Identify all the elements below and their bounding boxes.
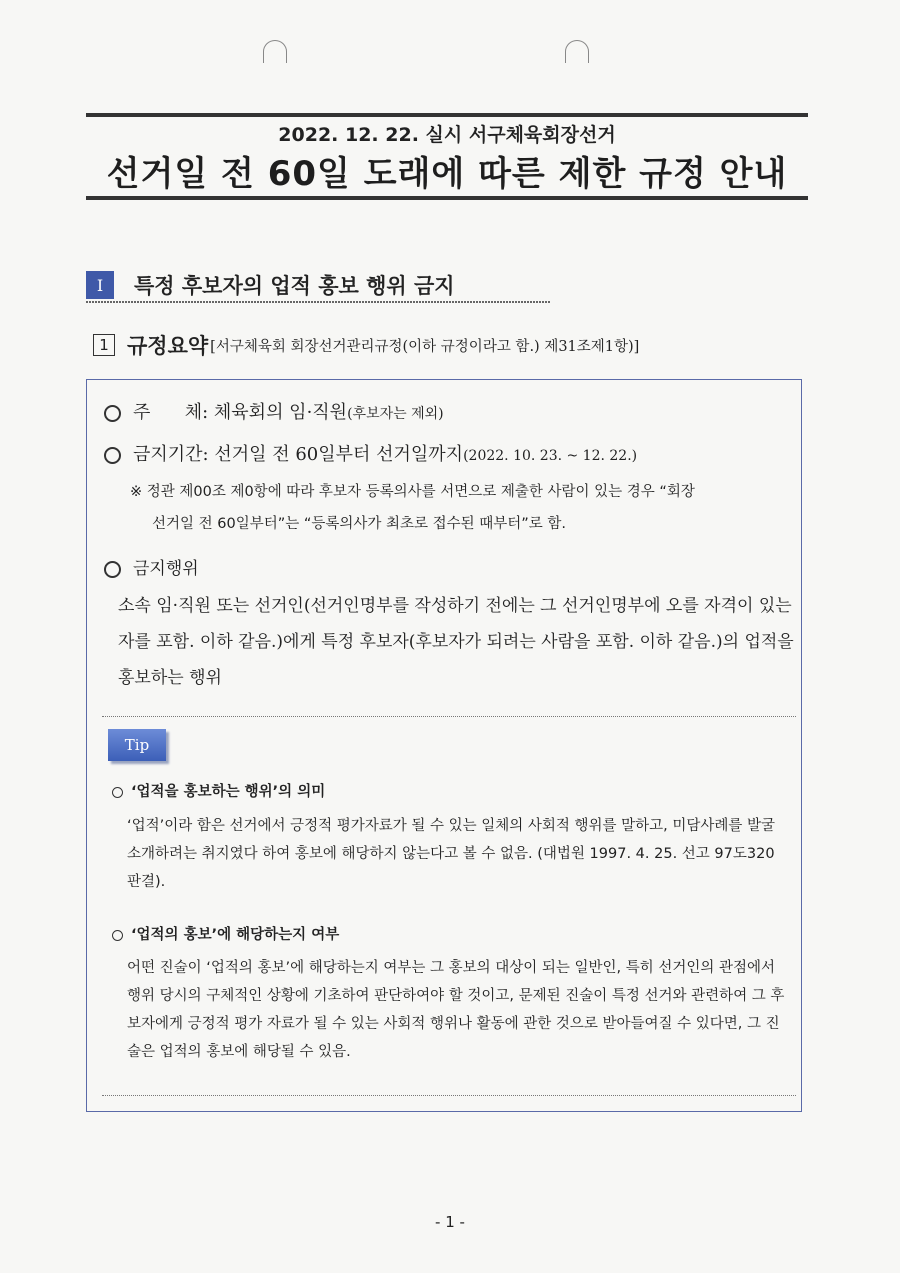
period-dates: (2022. 10. 23. ~ 12. 22.) [463, 448, 638, 464]
summary-title: 규정요약 [127, 334, 209, 358]
circle-bullet-icon [104, 447, 121, 464]
page-number: - 1 - [435, 1213, 465, 1231]
circle-bullet-icon [112, 787, 123, 798]
title-top-rule [86, 113, 808, 117]
tip-heading-1 [112, 780, 325, 801]
punch-hole-right [565, 40, 589, 63]
tip-heading-2-text: ‘업적의 홍보’에 해당하는지 여부 [131, 927, 340, 943]
punch-hole-left [263, 40, 287, 63]
section-number-badge: I [86, 271, 114, 299]
period-note-line2: 선거일 전 60일부터”는 “등록의사가 최초로 접수된 때부터”로 함. [152, 516, 567, 532]
tip-heading-2 [112, 923, 339, 944]
circle-bullet-icon [104, 405, 121, 422]
tip-heading-1-text: ‘업적을 홍보하는 행위’의 의미 [131, 784, 326, 800]
prohibited-label: 금지행위 [133, 559, 199, 579]
circle-bullet-icon [112, 930, 123, 941]
section-heading [86, 270, 455, 300]
period-value: 선거일 전 60일부터 선거일까지 [214, 444, 464, 465]
title-bottom-rule [86, 196, 808, 200]
document-title: 선거일 전 60일 도래에 따른 제한 규정 안내 [106, 154, 788, 194]
section-title: 특정 후보자의 업적 홍보 행위 금지 [134, 274, 455, 298]
tip-body-1: ‘업적’이라 함은 선거에서 긍정적 평가자료가 될 수 있는 일체의 사회적 행위를 말하고, 미담사례를 발굴 소개하려는 취지였다 하여 홍보에 해당하지 않는다고 볼 수 없음. (대법원 1997. 4. 25. 선고 97도320 판결). [127, 818, 776, 890]
period-note-line1: ※ 정관 제00조 제0항에 따라 후보자 등록의사를 서면으로 제출한 사람이 있는 경우 “회장 [130, 484, 695, 500]
circle-bullet-icon [104, 561, 121, 578]
summary-reference: [서구체육회 회장선거관리규정(이하 규정이라고 함.) 제31조제1항)] [210, 338, 640, 355]
period-line [104, 440, 637, 466]
summary-heading [93, 330, 639, 360]
summary-number-box: 1 [93, 334, 115, 356]
tip-badge: Tip [108, 729, 166, 761]
period-label: 금지기간: [133, 444, 215, 465]
tip-body-2: 어떤 진술이 ‘업적의 홍보’에 해당하는지 여부는 그 홍보의 대상이 되는 일반인, 특히 선거인의 관점에서 행위 당시의 구체적인 상황에 기초하여 판단하여야 할 것이고, 문제된 진술이 특정 선거와 관련하여 그 후보자에게 긍정적 평가 자료가 될 수 있는 사회적 행위나 활동에 관한 것으로 받아들여질 수 있다면, 그 진술은 업적의 홍보에 해당될 수 있음. [127, 960, 785, 1060]
subject-label: 주 체: [133, 402, 214, 423]
prohibited-line [104, 554, 199, 579]
section-underline [86, 301, 550, 303]
document-subtitle: 2022. 12. 22. 실시 서구체육회장선거 [278, 124, 616, 146]
subject-paren: (후보자는 제외) [347, 406, 444, 422]
prohibited-text: 소속 임·직원 또는 선거인(선거인명부를 작성하기 전에는 그 선거인명부에 오를 자격이 있는 자를 포함. 이하 같음.)에게 특정 후보자(후보자가 되려는 사람을 포함. 이하 같음.)의 업적을 홍보하는 행위 [118, 596, 794, 688]
subject-value: 체육회의 임·직원 [213, 402, 348, 423]
subject-line [104, 398, 444, 424]
